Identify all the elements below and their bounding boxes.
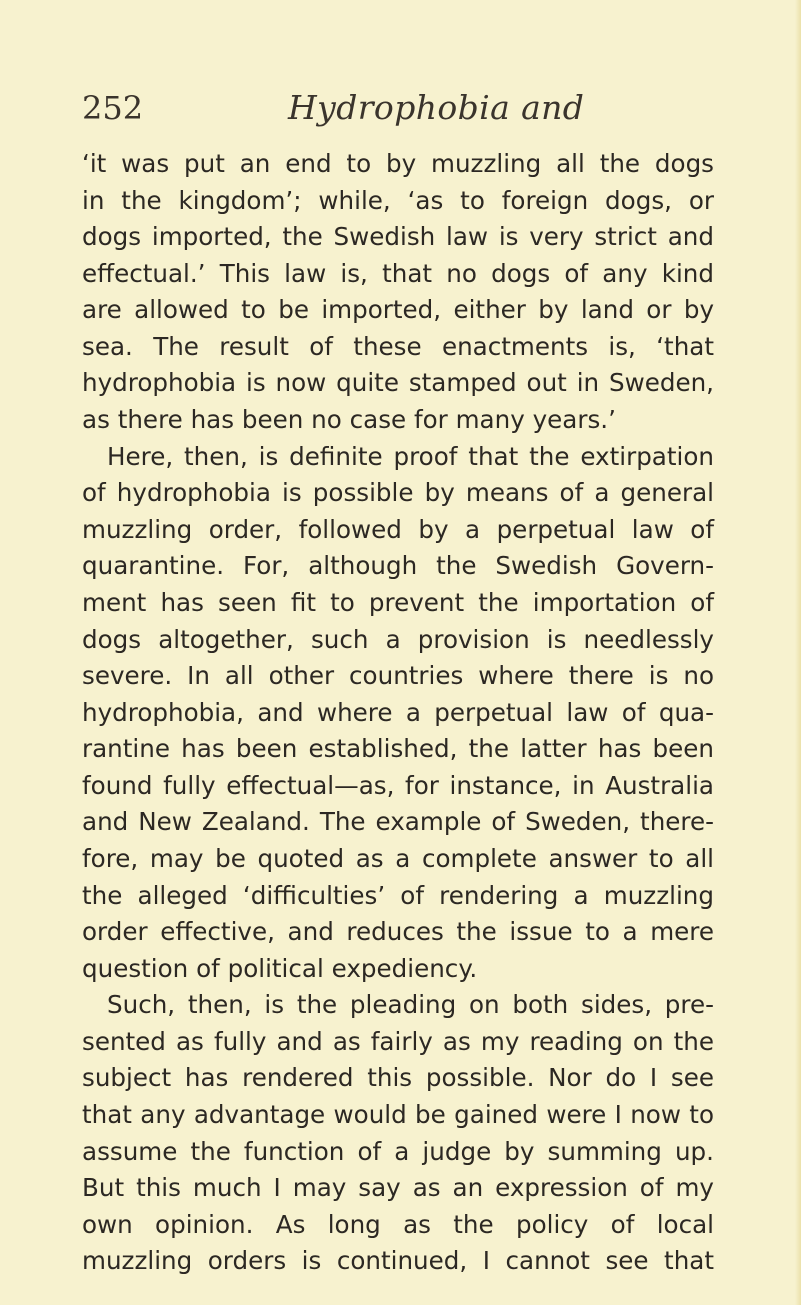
text-line: sented as fully and as fairly as my reading on the xyxy=(82,1026,714,1056)
body-text xyxy=(82,146,714,1280)
text-line: hydrophobia is now quite stamped out in Sweden, xyxy=(82,368,714,398)
text-line: muzzling orders is continued, I cannot see that xyxy=(82,1246,714,1276)
text-line: dogs altogether, such a provision is needlessly xyxy=(82,624,714,654)
text-line: ment has seen fit to prevent the importation of xyxy=(82,587,714,617)
text-line: found fully effectual—as, for instance, in Australia xyxy=(82,770,714,800)
text-line: order effective, and reduces the issue to a mere xyxy=(82,917,714,947)
text-line: dogs imported, the Swedish law is very strict and xyxy=(82,222,714,252)
text-line: subject has rendered this possible. Nor do I see xyxy=(82,1063,714,1093)
text-line: effectual.’ This law is, that no dogs of any kind xyxy=(82,258,714,288)
text-line: question of political expediency. xyxy=(82,953,478,983)
text-line: are allowed to be imported, either by land or by xyxy=(82,295,714,325)
text-line: rantine has been established, the latter has been xyxy=(82,734,714,764)
text-line: Here, then, is definite proof that the extirpation xyxy=(107,441,714,471)
text-line: of hydrophobia is possible by means of a general xyxy=(82,478,714,508)
text-line: fore, may be quoted as a complete answer to all xyxy=(82,843,714,873)
text-line: assume the function of a judge by summing up. xyxy=(82,1136,714,1166)
text-line: in the kingdom’; while, ‘as to foreign dogs, or xyxy=(82,185,714,215)
page-number: 252 xyxy=(82,89,144,127)
text-line: and New Zealand. The example of Sweden, there- xyxy=(82,807,714,837)
text-line: severe. In all other countries where there is no xyxy=(82,661,714,691)
text-line: sea. The result of these enactments is, ‘that xyxy=(82,331,714,361)
text-line: that any advantage would be gained were I now to xyxy=(82,1100,714,1130)
text-line: quarantine. For, although the Swedish Govern- xyxy=(82,551,714,581)
text-line: Such, then, is the pleading on both sides, pre- xyxy=(107,990,714,1020)
running-title: Hydrophobia and xyxy=(288,88,585,127)
running-header xyxy=(82,88,722,140)
text-line: But this much I may say as an expression of my xyxy=(82,1173,714,1203)
page-edge-shading xyxy=(795,0,801,1305)
text-line: hydrophobia, and where a perpetual law of qua- xyxy=(82,697,714,727)
text-line: as there has been no case for many years.’ xyxy=(82,405,616,435)
text-line: the alleged ‘difficulties’ of rendering a muzzling xyxy=(82,880,714,910)
text-line: own opinion. As long as the policy of local xyxy=(82,1209,714,1239)
text-line: ‘it was put an end to by muzzling all the dogs xyxy=(82,149,714,178)
text-line: muzzling order, followed by a perpetual law of xyxy=(82,514,714,544)
